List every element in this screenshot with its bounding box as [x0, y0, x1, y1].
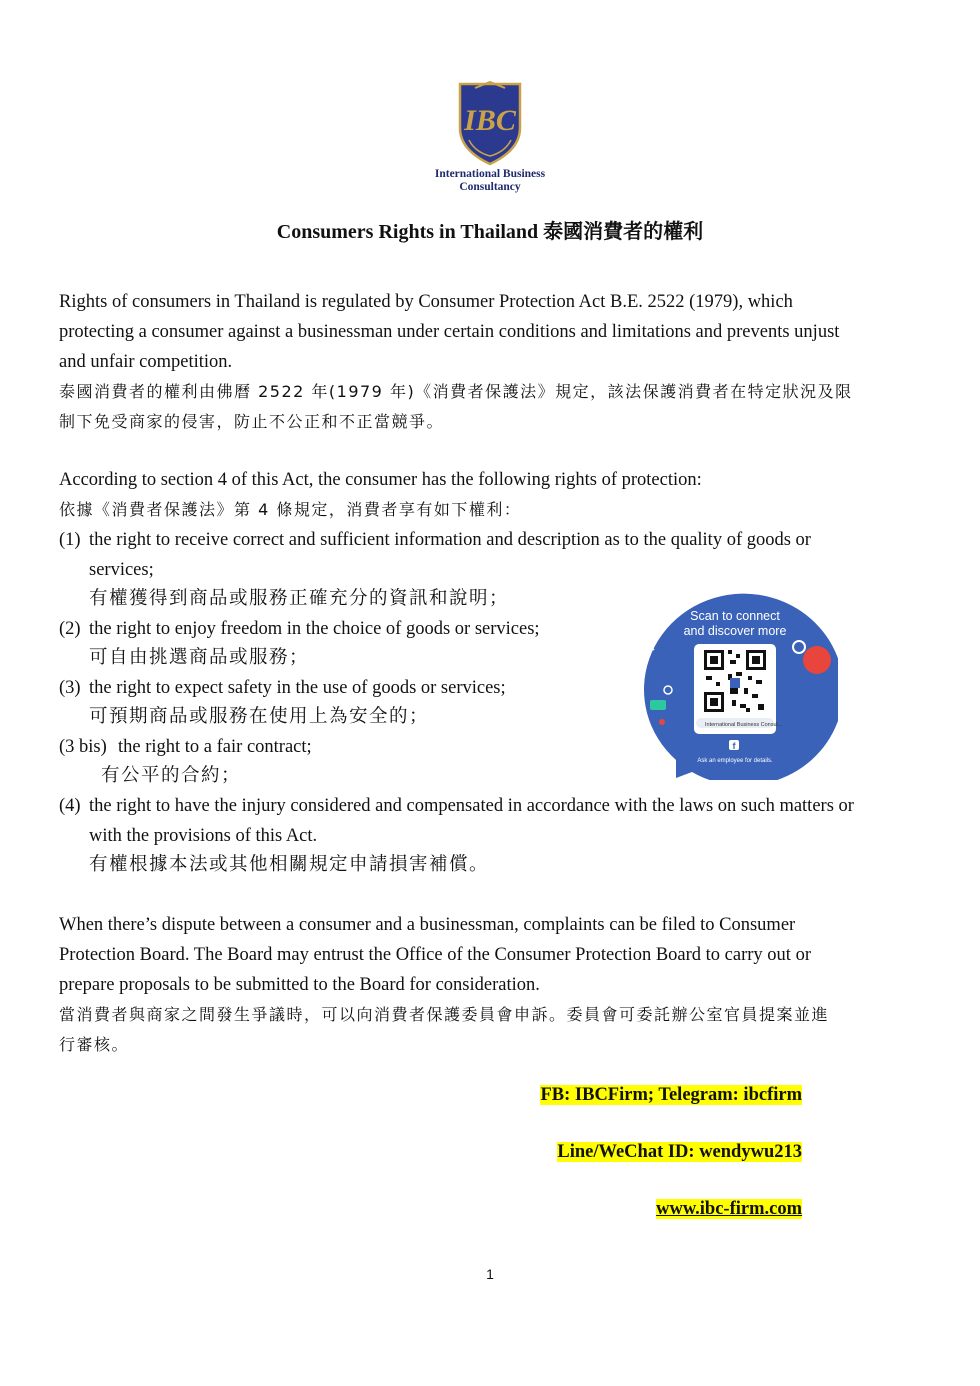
intro-en-line: and unfair competition. — [59, 352, 233, 372]
dispute-en-line: When there’s dispute between a consumer and a businessman, complaints can be filed to Consumer — [59, 915, 796, 935]
dispute-en-line: prepare proposals to be submitted to the Board for consideration. — [59, 975, 540, 995]
contact-website[interactable] — [656, 1199, 802, 1220]
page-title: Consumers Rights in Thailand 泰國消費者的權利 — [276, 221, 704, 243]
item-en-text: the right to a fair contract; — [118, 737, 312, 757]
item-number: (1) — [59, 530, 81, 550]
page-number: 1 — [486, 1266, 494, 1282]
item-zh-text: 有權獲得到商品或服務正確充分的資訊和說明； — [89, 588, 510, 609]
item-en-text-cont: services; — [89, 560, 154, 580]
decor-bubble-icon — [803, 646, 831, 674]
contact-line-text: Line/WeChat ID: wendywu213 — [557, 1142, 802, 1162]
dispute-zh-line: 行審核。 — [59, 1035, 130, 1054]
intro-zh-line: 泰國消費者的權利由佛曆 2522 年(1979 年)《消費者保護法》規定，該法保護消費者在特定狀況及限 — [59, 382, 853, 401]
item-zh-text: 有權根據本法或其他相關規定申請損害補償。 — [89, 854, 490, 875]
item-en-text-cont: with the provisions of this Act. — [89, 826, 318, 846]
rights-heading — [59, 465, 929, 525]
dispute-en-line: Protection Board. The Board may entrust the Office of the Consumer Protection Board to carry out or — [59, 945, 811, 965]
qr-line1: Scan to connect — [690, 609, 780, 623]
item-en-text: the right to receive correct and sufficient information and description as to the quality of goods or — [89, 530, 811, 550]
item-zh-text: 有公平的合約； — [101, 765, 242, 786]
intro-paragraph — [59, 287, 929, 437]
svg-text:IBC: IBC — [464, 104, 516, 137]
rights-heading-zh: 依據《消費者保護法》第 4 條規定，消費者享有如下權利： — [59, 500, 522, 519]
company-name-line2: Consultancy — [459, 181, 521, 193]
dispute-zh-line: 當消費者與商家之間發生爭議時，可以向消費者保護委員會申訴。委員會可委託辦公室官員提案並進 — [59, 1005, 830, 1024]
qr-search-text: International Business Consul... — [705, 722, 783, 728]
contact-line — [557, 1142, 802, 1163]
intro-en-line: Rights of consumers in Thailand is regulated by Consumer Protection Act B.E. 2522 (1979), which — [59, 292, 793, 312]
qr-footer: Ask an employee for details. — [697, 758, 773, 764]
website-link[interactable]: www.ibc-firm.com — [656, 1199, 802, 1219]
item-zh-text: 可預期商品或服務在使用上為安全的； — [89, 706, 430, 727]
contact-fb — [540, 1085, 802, 1106]
item-en-text: the right to enjoy freedom in the choice of goods or services; — [89, 619, 540, 639]
item-number: (4) — [59, 796, 81, 816]
qr-line2: and discover more — [683, 624, 787, 638]
company-name-line1: International Business — [434, 168, 546, 180]
svg-text:f: f — [732, 741, 736, 751]
item-number: (3) — [59, 678, 81, 698]
item-number: (3 bis) — [59, 737, 107, 757]
dispute-paragraph — [59, 910, 929, 1060]
contact-fb-text: FB: IBCFirm; Telegram: ibcfirm — [540, 1085, 802, 1105]
item-en-text: the right to expect safety in the use of goods or services; — [89, 678, 506, 698]
chat-bubble-icon — [650, 700, 666, 710]
intro-en-line: protecting a consumer against a businessman under certain conditions and limitations and prevents unjust — [59, 322, 840, 342]
company-logo — [430, 80, 550, 194]
qr-card-graphic — [632, 590, 838, 780]
item-en-text: the right to have the injury considered and compensated in accordance with the laws on such matters or — [89, 796, 854, 816]
shield-logo-icon — [455, 80, 525, 166]
intro-zh-line: 制下免受商家的侵害，防止不公正和不正當競爭。 — [59, 412, 445, 431]
item-zh-text: 可自由挑選商品或服務； — [89, 647, 310, 668]
rights-heading-en: According to section 4 of this Act, the consumer has the following rights of protection: — [59, 470, 702, 490]
item-number: (2) — [59, 619, 81, 639]
qr-scan-card[interactable] — [632, 590, 838, 780]
